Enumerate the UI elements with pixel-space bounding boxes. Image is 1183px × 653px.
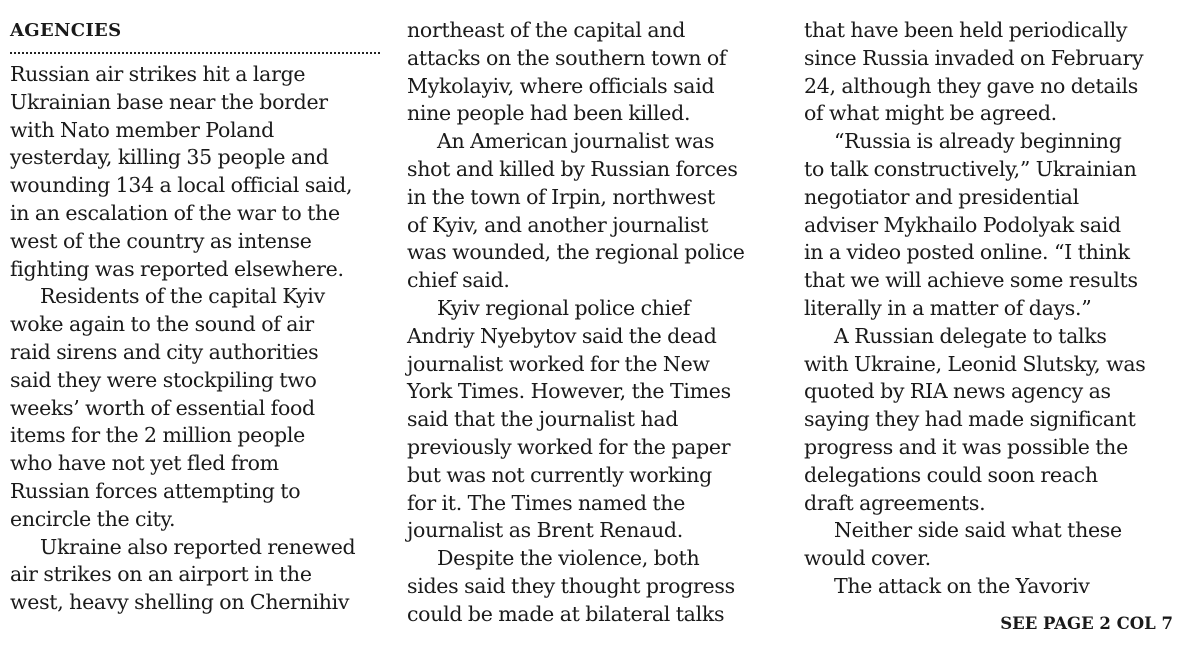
text-line: that have been held periodically: [804, 18, 1128, 42]
text-line: Ukraine also reported renewed: [40, 534, 356, 559]
text-line: west, heavy shelling on Chernihiv: [10, 590, 350, 615]
byline: AGENCIES: [10, 20, 122, 41]
text-line: was wounded, the regional police: [407, 240, 745, 265]
text-line: weeks’ worth of essential food: [10, 395, 315, 420]
text-line: A Russian delegate to talks: [834, 323, 1107, 348]
article-paragraph: [10, 61, 382, 283]
text-line: negotiator and presidential: [804, 184, 1079, 209]
column-1-paragraphs: [10, 61, 382, 617]
text-line: Russian air strikes hit a large: [10, 62, 306, 86]
text-line: journalist as Brent Renaud.: [407, 518, 683, 543]
text-line: nine people had been killed.: [407, 101, 691, 126]
text-line: air strikes on an airport in the: [10, 562, 312, 587]
text-line: 24, although they gave no details: [804, 73, 1138, 98]
article-paragraph: [804, 323, 1176, 518]
text-line: journalist worked for the New: [407, 351, 710, 376]
column-3-paragraphs: [804, 17, 1176, 601]
article-paragraph: [804, 573, 1176, 601]
text-line: of what might be agreed.: [804, 101, 1057, 126]
text-line: fighting was reported elsewhere.: [10, 256, 344, 281]
text-line: Andriy Nyebytov said the dead: [407, 323, 717, 348]
text-line: draft agreements.: [804, 490, 986, 515]
text-line: in the town of Irpin, northwest: [407, 184, 715, 209]
article-paragraph: [407, 545, 777, 628]
text-line: York Times. However, the Times: [407, 379, 731, 404]
text-line: saying they had made significant: [804, 407, 1136, 432]
article-paragraph: [10, 534, 382, 617]
text-line: in an escalation of the war to the: [10, 200, 340, 225]
text-line: Mykolayiv, where officials said: [407, 73, 715, 98]
text-line: for it. The Times named the: [407, 490, 686, 515]
text-line: would cover.: [804, 546, 931, 571]
text-line: “Russia is already beginning: [834, 129, 1122, 154]
text-line: wounding 134 a local official said,: [10, 173, 353, 198]
article-paragraph: [804, 17, 1176, 128]
text-line: Residents of the capital Kyiv: [40, 284, 325, 309]
text-line: attacks on the southern town of: [407, 45, 727, 70]
text-line: with Ukraine, Leonid Slutsky, was: [804, 351, 1146, 376]
text-line: to talk constructively,” Ukrainian: [804, 156, 1137, 181]
text-line: who have not yet fled from: [10, 451, 279, 476]
text-line: that we will achieve some results: [804, 268, 1138, 293]
continued-on-page-jump-line: SEE PAGE 2 COL 7: [1000, 614, 1173, 633]
text-line: with Nato member Poland: [10, 117, 274, 142]
text-line: of Kyiv, and another journalist: [407, 212, 709, 237]
text-line: raid sirens and city authorities: [10, 339, 319, 364]
text-line: literally in a matter of days.”: [804, 295, 1092, 320]
text-line: An American journalist was: [437, 129, 715, 154]
article-paragraph: [804, 128, 1176, 323]
text-line: encircle the city.: [10, 506, 176, 531]
column-2-paragraphs: [407, 17, 777, 629]
byline-dotted-rule: [10, 52, 380, 54]
text-line: yesterday, killing 35 people and: [10, 145, 329, 170]
text-line: Russian forces attempting to: [10, 478, 301, 503]
article-column-2: [407, 0, 777, 629]
text-line: delegations could soon reach: [804, 462, 1098, 487]
article-paragraph: [407, 295, 777, 545]
text-line: shot and killed by Russian forces: [407, 156, 738, 181]
article-paragraph: [804, 517, 1176, 573]
article-column-3: [804, 0, 1176, 601]
text-line: said that the journalist had: [407, 407, 679, 432]
text-line: items for the 2 million people: [10, 423, 305, 448]
text-line: The attack on the Yavoriv: [834, 573, 1090, 598]
text-line: sides said they thought progress: [407, 573, 735, 598]
text-line: northeast of the capital and: [407, 18, 686, 42]
text-line: chief said.: [407, 268, 510, 293]
text-line: adviser Mykhailo Podolyak said: [804, 212, 1121, 237]
text-line: could be made at bilateral talks: [407, 601, 725, 626]
article-paragraph: [407, 17, 777, 128]
text-line: but was not currently working: [407, 462, 712, 487]
text-line: west of the country as intense: [10, 228, 312, 253]
text-line: Neither side said what these: [834, 518, 1122, 543]
text-line: Despite the violence, both: [437, 546, 700, 571]
text-line: progress and it was possible the: [804, 434, 1128, 459]
text-line: quoted by RIA news agency as: [804, 379, 1111, 404]
text-line: woke again to the sound of air: [10, 312, 314, 337]
text-line: Kyiv regional police chief: [437, 295, 691, 320]
article-column-1: [10, 0, 382, 617]
article-paragraph: [10, 283, 382, 533]
text-line: in a video posted online. “I think: [804, 240, 1130, 265]
article-paragraph: [407, 128, 777, 295]
text-line: since Russia invaded on February: [804, 45, 1144, 70]
text-line: said they were stockpiling two: [10, 367, 317, 392]
text-line: previously worked for the paper: [407, 434, 731, 459]
text-line: Ukrainian base near the border: [10, 89, 328, 114]
